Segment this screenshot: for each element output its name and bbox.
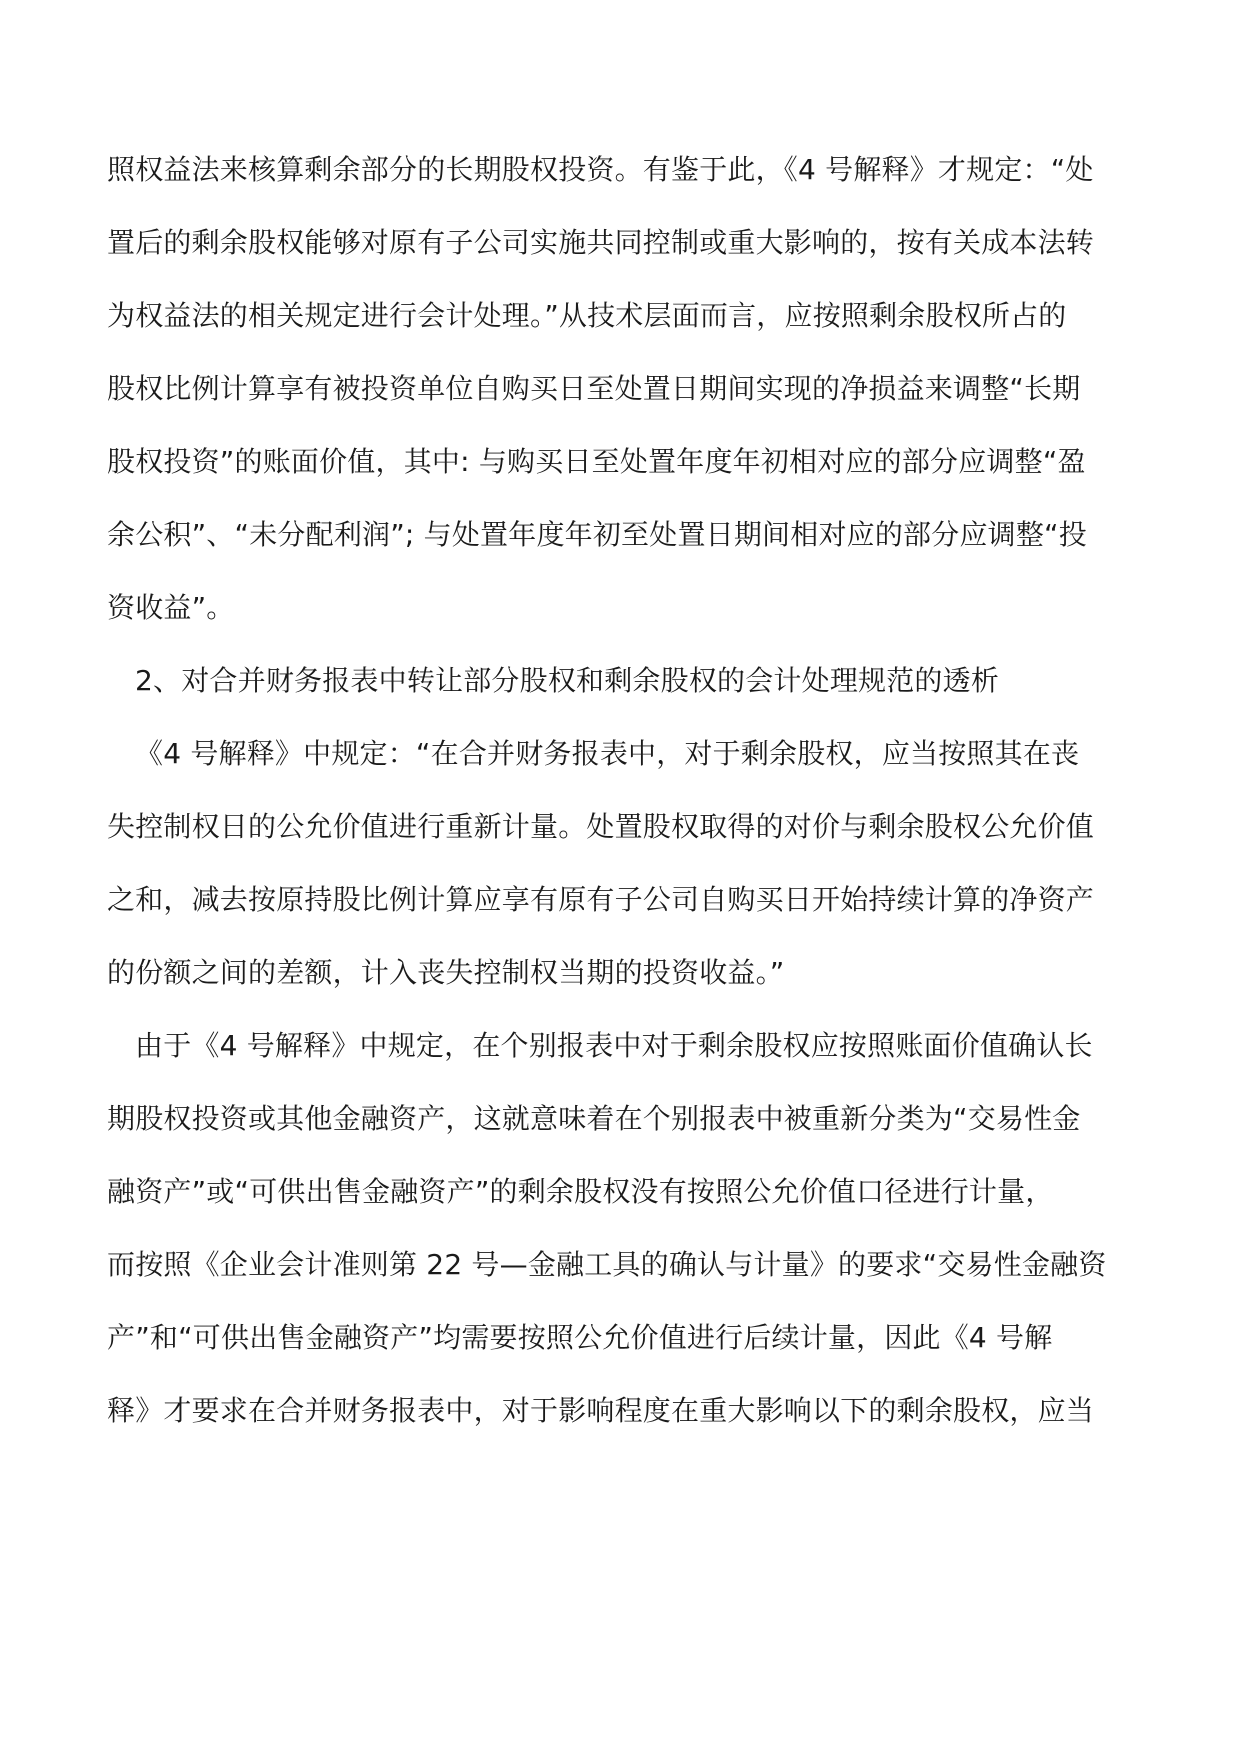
- text-line: 置后的剩余股权能够对原有子公司实施共同控制或重大影响的，按有关成本法转: [107, 226, 1095, 259]
- text-line: 而按照《企业会计准则第 22 号—金融工具的确认与计量》的要求“交易性金融资: [107, 1248, 1107, 1281]
- text-line: 照权益法来核算剩余部分的长期股权投资。有鉴于此，《4 号解释》才规定：“处: [107, 153, 1094, 186]
- text-line: 余公积”、“未分配利润”; 与处置年度年初至处置日期间相对应的部分应调整“投: [107, 518, 1087, 551]
- text-line: 《4 号解释》中规定：“在合并财务报表中，对于剩余股权，应当按照其在丧: [135, 737, 1080, 770]
- text-line: 股权投资”的账面价值，其中: 与购买日至处置年度年初相对应的部分应调整“盈: [107, 445, 1086, 478]
- text-line: 期股权投资或其他金融资产，这就意味着在个别报表中被重新分类为“交易性金: [107, 1102, 1081, 1135]
- section-heading: 2、对合并财务报表中转让部分股权和剩余股权的会计处理规范的透析: [135, 664, 1000, 697]
- text-line: 失控制权日的公允价值进行重新计量。处置股权取得的对价与剩余股权公允价值: [107, 810, 1095, 843]
- text-line: 产”和“可供出售金融资产”均需要按照公允价值进行后续计量，因此《4 号解: [107, 1321, 1053, 1354]
- text-line: 资收益”。: [107, 591, 235, 624]
- text-line: 由于《4 号解释》中规定，在个别报表中对于剩余股权应按照账面价值确认长: [135, 1029, 1093, 1062]
- text-line: 为权益法的相关规定进行会计处理。”从技术层面而言，应按照剩余股权所占的: [107, 299, 1067, 332]
- text-line: 之和，减去按原持股比例计算应享有原有子公司自购买日开始持续计算的净资产: [107, 883, 1095, 916]
- text-line: 融资产”或“可供出售金融资产”的剩余股权没有按照公允价值口径进行计量，: [107, 1175, 1054, 1208]
- text-line: 释》才要求在合并财务报表中，对于影响程度在重大影响以下的剩余股权，应当: [107, 1394, 1095, 1427]
- text-line: 股权比例计算享有被投资单位自购买日至处置日期间实现的净损益来调整“长期: [107, 372, 1081, 405]
- text-line: 的份额之间的差额，计入丧失控制权当期的投资收益。”: [107, 956, 785, 989]
